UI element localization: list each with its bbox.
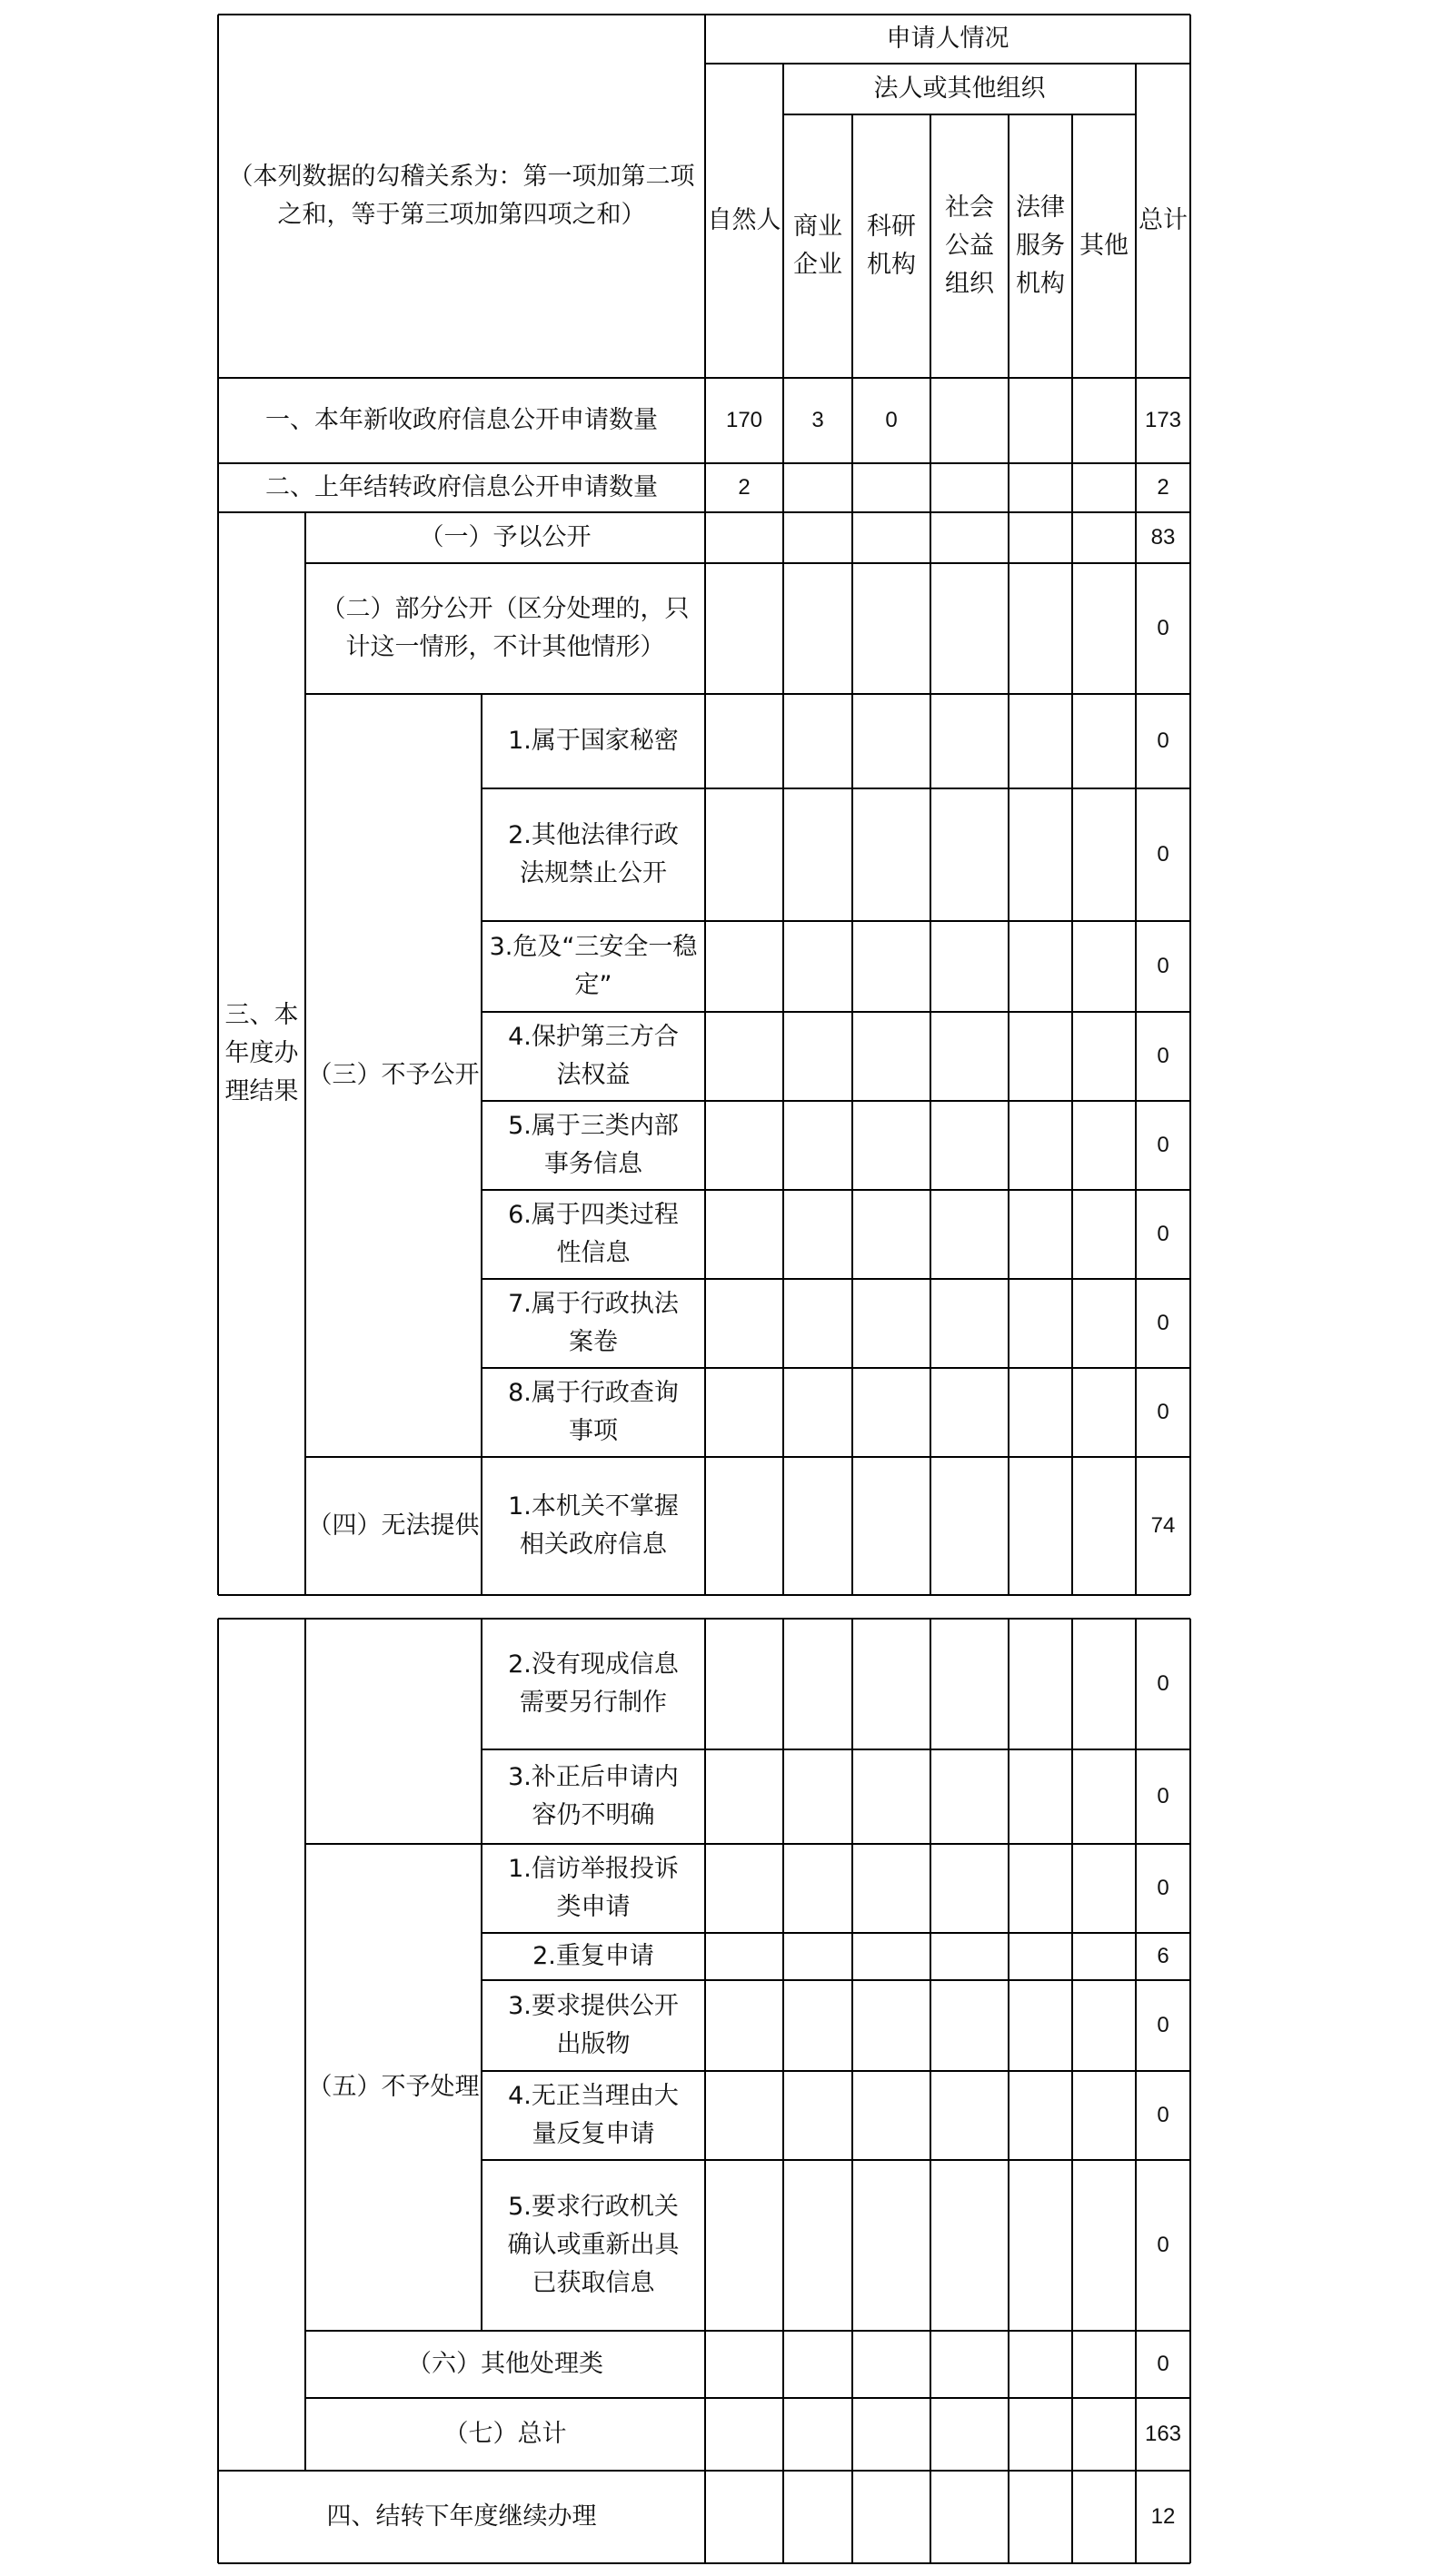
unable-item-2-total: 0 <box>1157 1671 1169 1696</box>
not-processed-item-4: 4.无正当理由大量反复申请 <box>508 2082 679 2148</box>
carry-next-label: 四、结转下年度继续办理 <box>326 2502 597 2531</box>
new-requests-research: 0 <box>885 408 898 432</box>
not-disclosed-item-5-total: 0 <box>1157 1133 1169 1157</box>
carried-over-label: 二、上年结转政府信息公开申请数量 <box>265 473 658 501</box>
research-header: 科研 机构 <box>867 213 916 279</box>
unable-item-3: 3.补正后申请内容仍不明确 <box>508 1763 679 1829</box>
not-disclosed-item-6: 6.属于四类过程性信息 <box>508 1201 679 1267</box>
unable-item-3-total: 0 <box>1157 1784 1169 1808</box>
not-processed-label: （五）不予处理 <box>307 2073 480 2101</box>
not-processed-item-3: 3.要求提供公开出版物 <box>508 1992 679 2058</box>
unable-item-1: 1.本机关不掌握相关政府信息 <box>508 1492 679 1559</box>
not-disclosed-item-3: 3.危及“三安全一稳定” <box>489 933 698 999</box>
partial-label: （二）部分公开（区分处理的，只计这一情形，不计其他情形） <box>321 595 690 661</box>
not-processed-item-2: 2.重复申请 <box>532 1942 654 1970</box>
social-welfare-header: 社会 公益 组织 <box>945 193 994 298</box>
partial-total: 0 <box>1157 616 1169 640</box>
not-disclosed-item-4-total: 0 <box>1157 1044 1169 1068</box>
unable-item-2: 2.没有现成信息需要另行制作 <box>508 1650 679 1717</box>
not-disclosed-item-4: 4.保护第三方合法权益 <box>508 1023 679 1089</box>
carried-over-natural: 2 <box>738 475 751 500</box>
disclosed-label: （一）予以公开 <box>419 523 592 551</box>
not-processed-item-1: 1.信访举报投诉类申请 <box>508 1855 679 1921</box>
not-disclosed-item-8: 8.属于行政查询事项 <box>508 1379 679 1445</box>
table-part-1 <box>218 15 1190 1595</box>
not-disclosed-item-7: 7.属于行政执法案卷 <box>508 1290 679 1356</box>
note-cell: （本列数据的勾稽关系为：第一项加第二项之和，等于第三项加第四项之和） <box>228 163 695 229</box>
not-disclosed-item-3-total: 0 <box>1157 954 1169 978</box>
not-disclosed-item-7-total: 0 <box>1157 1311 1169 1335</box>
not-processed-item-2-total: 6 <box>1157 1944 1169 1968</box>
not-disclosed-item-5: 5.属于三类内部事务信息 <box>508 1112 679 1178</box>
law-service-header: 法律 服务 机构 <box>1016 193 1065 298</box>
not-disclosed-item-1: 1.属于国家秘密 <box>508 727 679 755</box>
not-disclosed-label: （三）不予公开 <box>307 1061 480 1089</box>
not-processed-item-1-total: 0 <box>1157 1876 1169 1900</box>
not-disclosed-item-6-total: 0 <box>1157 1222 1169 1246</box>
other-processing-label: （六）其他处理类 <box>407 2350 603 2378</box>
other-processing-total: 0 <box>1157 2352 1169 2376</box>
applicant-info-header: 申请人情况 <box>886 25 1009 53</box>
new-requests-label: 一、本年新收政府信息公开申请数量 <box>265 406 658 434</box>
new-requests-total: 173 <box>1144 408 1182 432</box>
disclosed-total: 83 <box>1150 525 1176 550</box>
not-disclosed-item-2: 2.其他法律行政法规禁止公开 <box>508 821 679 887</box>
results-sum-total: 163 <box>1144 2422 1182 2446</box>
not-disclosed-item-8-total: 0 <box>1157 1400 1169 1424</box>
not-disclosed-item-1-total: 0 <box>1157 728 1169 753</box>
results-section-label: 三、本 年度办 理结果 <box>224 1001 299 1105</box>
not-processed-item-5: 5.要求行政机关确认或重新出具已获取信息 <box>507 2193 680 2297</box>
new-requests-business: 3 <box>811 408 824 432</box>
not-processed-item-5-total: 0 <box>1157 2233 1169 2257</box>
natural-person-header: 自然人 <box>707 206 781 234</box>
not-disclosed-item-2-total: 0 <box>1157 842 1169 867</box>
not-processed-item-4-total: 0 <box>1157 2103 1169 2127</box>
unable-label: （四）无法提供 <box>307 1511 480 1540</box>
carried-over-total: 2 <box>1157 475 1169 500</box>
legal-org-header: 法人或其他组织 <box>873 74 1046 103</box>
table-part-2 <box>218 1619 1190 2563</box>
not-processed-item-3-total: 0 <box>1157 2013 1169 2037</box>
new-requests-natural: 170 <box>725 408 763 432</box>
total-header: 总计 <box>1139 206 1188 234</box>
other-header: 其他 <box>1079 232 1129 260</box>
results-sum-label: （七）总计 <box>443 2420 567 2448</box>
business-header: 商业 企业 <box>793 213 842 279</box>
unable-item-1-total: 74 <box>1150 1513 1176 1538</box>
carry-next-total: 12 <box>1150 2504 1176 2529</box>
